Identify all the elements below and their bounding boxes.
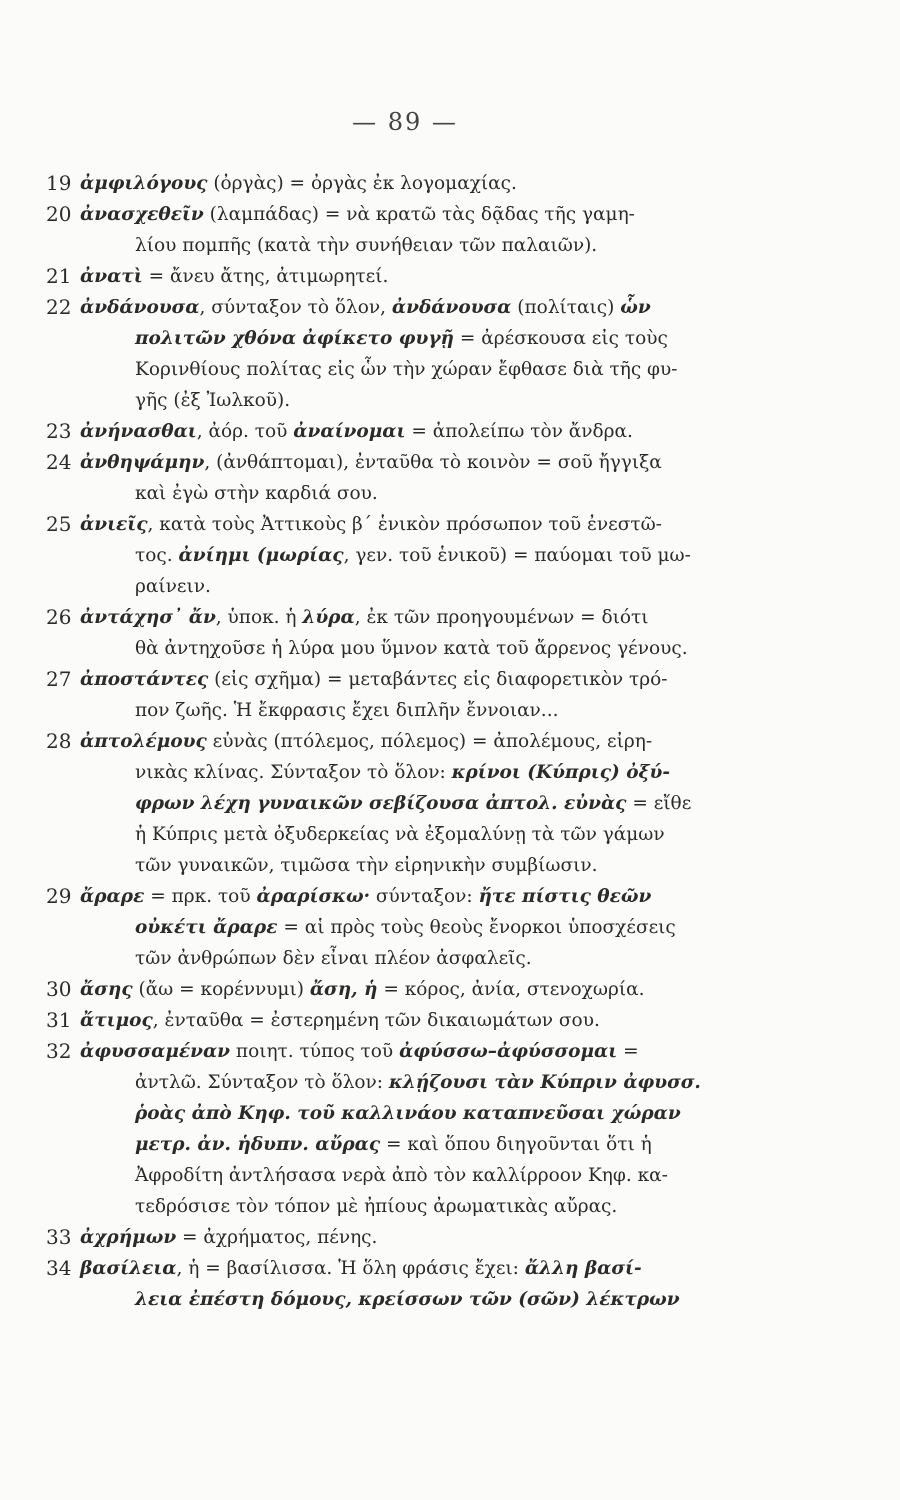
gloss-text: ἀντλῶ. Σύνταξον τὸ ὅλον: bbox=[135, 1072, 389, 1093]
gloss-text: ραίνειν. bbox=[135, 576, 211, 597]
gloss-text: = ἄνευ ἄτης, ἀτιμωρητεί. bbox=[142, 266, 389, 287]
headword-text: ἀνασχεθεῖν bbox=[80, 204, 204, 225]
note-entry bbox=[46, 1222, 822, 1253]
gloss-text: θὰ ἀντηχοῦσε ἡ λύρα μου ὕμνον κατὰ τοῦ ἄρρενος γένους. bbox=[135, 638, 688, 659]
note-number: 30 bbox=[46, 977, 72, 1001]
gloss-text: Κορινθίους πολίτας εἰς ὧν τὴν χώραν ἔφθασε διὰ τῆς φυ- bbox=[135, 359, 678, 380]
note-line bbox=[80, 974, 822, 1005]
gloss-text: , γεν. τοῦ ἑνικοῦ) = παύομαι τοῦ μω- bbox=[343, 545, 691, 566]
note-number: 23 bbox=[46, 419, 72, 443]
headword-text: ἄτιμος bbox=[80, 1010, 153, 1031]
headword-text: φρων λέχη γυναικῶν σεβίζουσα ἀπτολ. εὐνὰς bbox=[135, 793, 627, 814]
gloss-text: = αἱ πρὸς τοὺς θεοὺς ἔνορκοι ὑποσχέσεις bbox=[277, 917, 676, 938]
note-line bbox=[80, 571, 822, 602]
note-line bbox=[80, 819, 822, 850]
note-line bbox=[80, 168, 822, 199]
note-entry bbox=[46, 1005, 822, 1036]
note-line bbox=[80, 323, 822, 354]
note-entry bbox=[46, 602, 822, 664]
note-number: 20 bbox=[46, 202, 72, 226]
gloss-text: , ἡ = βασίλισσα. Ἡ ὅλη φράσις ἔχει: bbox=[176, 1258, 525, 1279]
headword-text: ἄσης bbox=[80, 979, 133, 1000]
headword-text: πολιτῶν χθόνα ἀφίκετο φυγῇ bbox=[135, 328, 455, 349]
note-line bbox=[80, 1005, 822, 1036]
note-line bbox=[80, 912, 822, 943]
headword-text: ἀντάχησ᾽ ἄν bbox=[80, 607, 216, 628]
headword-text: ἀραρίσκω· bbox=[256, 886, 371, 907]
note-entry bbox=[46, 509, 822, 602]
gloss-text: ἡ Κύπρις μετὰ ὀξυδερκείας νὰ ἐξομαλύνῃ τὰ τῶν γάμων bbox=[135, 824, 665, 845]
gloss-text: = καὶ ὅπου διηγοῦνται ὅτι ἡ bbox=[380, 1134, 652, 1155]
note-entry bbox=[46, 261, 822, 292]
note-line bbox=[80, 1191, 822, 1222]
note-number: 28 bbox=[46, 729, 72, 753]
note-number: 26 bbox=[46, 605, 72, 629]
headword-text: ἀνατὶ bbox=[80, 266, 143, 287]
gloss-text: = ἀρέσκουσα εἰς τοὺς bbox=[454, 328, 668, 349]
headword-text: ὧν bbox=[620, 297, 651, 318]
note-line bbox=[80, 602, 822, 633]
note-line bbox=[80, 1129, 822, 1160]
headword-text: ἀχρήμων bbox=[80, 1227, 177, 1248]
gloss-text: Ἀφροδίτη ἀντλήσασα νερὰ ἀπὸ τὸν καλλίρροον Κηφ. κα- bbox=[135, 1165, 668, 1186]
note-line bbox=[80, 943, 822, 974]
headword-text: ἀνθηψάμην bbox=[80, 452, 205, 473]
gloss-text: εὐνὰς (πτόλεμος, πόλεμος) = ἀπολέμους, εἰρη- bbox=[206, 731, 653, 752]
note-number: 24 bbox=[46, 450, 72, 474]
note-line bbox=[80, 850, 822, 881]
page-number: — 89 — bbox=[352, 108, 458, 136]
gloss-text: = ἀπολείπω τὸν ἄνδρα. bbox=[405, 421, 633, 442]
note-entry bbox=[46, 1253, 822, 1315]
gloss-text: ποιητ. τύπος τοῦ bbox=[230, 1041, 400, 1062]
gloss-text: , κατὰ τοὺς Ἀττικοὺς β´ ἑνικὸν πρόσωπον τοῦ ἐνεστῶ- bbox=[147, 514, 662, 535]
gloss-text: , ὑποκ. ἡ bbox=[215, 607, 303, 628]
headword-text: κλῄζουσι τὰν Κύπριν ἀφυσσ. bbox=[388, 1072, 701, 1093]
gloss-text: = ἀχρήματος, πένης. bbox=[176, 1227, 378, 1248]
headword-text: ἀποστάντες bbox=[80, 669, 209, 690]
note-line bbox=[80, 664, 822, 695]
note-entry bbox=[46, 881, 822, 974]
note-line bbox=[80, 292, 822, 323]
note-line bbox=[80, 757, 822, 788]
note-entry bbox=[46, 974, 822, 1005]
gloss-text: (ἄω = κορέννυμι) bbox=[132, 979, 310, 1000]
headword-text: ἄση, ἡ bbox=[309, 979, 378, 1000]
headword-text: οὐκέτι ἄραρε bbox=[135, 917, 278, 938]
headword-text: λύρα bbox=[302, 607, 355, 628]
note-number: 25 bbox=[46, 512, 72, 536]
glossary-notes bbox=[46, 168, 822, 1315]
note-number: 22 bbox=[46, 295, 72, 319]
gloss-text: , (ἀνθάπτομαι), ἐνταῦθα τὸ κοινὸν = σοῦ ἤγγιξα bbox=[204, 452, 662, 473]
note-entry bbox=[46, 168, 822, 199]
headword-text: ἀναίνομαι bbox=[293, 421, 406, 442]
note-number: 31 bbox=[46, 1008, 72, 1032]
note-line bbox=[80, 230, 822, 261]
headword-text: ἀνιεῖς bbox=[80, 514, 148, 535]
note-line bbox=[80, 478, 822, 509]
headword-text: βασίλεια bbox=[80, 1258, 177, 1279]
headword-text: ἀνίημι (μωρίας bbox=[178, 545, 344, 566]
note-line bbox=[80, 1160, 822, 1191]
note-line bbox=[80, 881, 822, 912]
gloss-text: τῶν γυναικῶν, τιμῶσα τὴν εἰρηνικὴν συμβίωσιν. bbox=[135, 855, 598, 876]
note-line bbox=[80, 509, 822, 540]
headword-text: ἄλλη βασί- bbox=[524, 1258, 642, 1279]
note-number: 34 bbox=[46, 1256, 72, 1280]
headword-text: ῥοὰς ἀπὸ Κηφ. τοῦ καλλινάου καταπνεῦσαι χώραν bbox=[135, 1103, 681, 1124]
note-line bbox=[80, 1098, 822, 1129]
note-number: 19 bbox=[46, 171, 72, 195]
gloss-text: γῆς (ἐξ Ἰωλκοῦ). bbox=[135, 390, 291, 411]
note-line bbox=[80, 354, 822, 385]
note-line bbox=[80, 416, 822, 447]
note-line bbox=[80, 1067, 822, 1098]
note-line bbox=[80, 540, 822, 571]
note-entry bbox=[46, 199, 822, 261]
headword-text: ἀνήνασθαι bbox=[80, 421, 197, 442]
headword-text: ἀμφιλόγους bbox=[80, 173, 208, 194]
headword-text: ἀφύσσω–ἀφύσσομαι bbox=[399, 1041, 618, 1062]
headword-text: ἀφυσσαμέναν bbox=[80, 1041, 231, 1062]
gloss-text: λίου πομπῆς (κατὰ τὴν συνήθειαν τῶν παλαιῶν). bbox=[135, 235, 598, 256]
note-entry bbox=[46, 292, 822, 416]
note-entry bbox=[46, 416, 822, 447]
note-entry bbox=[46, 664, 822, 726]
headword-text: μετρ. ἀν. ἡδυπν. αὔρας bbox=[135, 1134, 381, 1155]
headword-text: λεια ἐπέστη δόμους, κρείσσων τῶν (σῶν) λέκτρων bbox=[135, 1289, 680, 1310]
headword-text: ἄραρε bbox=[80, 886, 145, 907]
note-number: 27 bbox=[46, 667, 72, 691]
note-line bbox=[80, 1284, 822, 1315]
gloss-text: , ἐκ τῶν προηγουμένων = διότι bbox=[354, 607, 649, 628]
gloss-text: τος. bbox=[135, 545, 179, 566]
gloss-text: τεδρόσισε τὸν τόπον μὲ ἠπίους ἀρωματικὰς αὔρας. bbox=[135, 1196, 618, 1217]
note-line bbox=[80, 695, 822, 726]
gloss-text: (λαμπάδας) = νὰ κρατῶ τὰς δᾷδας τῆς γαμη- bbox=[203, 204, 635, 225]
gloss-text: τῶν ἀνθρώπων δὲν εἶναι πλέον ἀσφαλεῖς. bbox=[135, 948, 532, 969]
gloss-text: καὶ ἐγὼ στὴν καρδιά σου. bbox=[135, 483, 378, 504]
headword-text: ἀνδάνουσα bbox=[391, 297, 512, 318]
note-line bbox=[80, 385, 822, 416]
headword-text: ἤτε πίστις θεῶν bbox=[478, 886, 652, 907]
note-number: 33 bbox=[46, 1225, 72, 1249]
gloss-text: σύνταξον: bbox=[370, 886, 479, 907]
note-entry bbox=[46, 447, 822, 509]
note-line bbox=[80, 1253, 822, 1284]
gloss-text: (ὀργὰς) = ὀργὰς ἐκ λογομαχίας. bbox=[207, 173, 517, 194]
headword-text: ἀνδάνουσα bbox=[80, 297, 200, 318]
gloss-text: πον ζωῆς. Ἡ ἔκφρασις ἔχει διπλῆν ἔννοιαν... bbox=[135, 700, 559, 721]
gloss-text: , ἀόρ. τοῦ bbox=[196, 421, 294, 442]
note-number: 29 bbox=[46, 884, 72, 908]
note-entry bbox=[46, 1036, 822, 1222]
note-line bbox=[80, 199, 822, 230]
gloss-text: = κόρος, ἀνία, στενοχωρία. bbox=[377, 979, 645, 1000]
note-number: 21 bbox=[46, 264, 72, 288]
note-number: 32 bbox=[46, 1039, 72, 1063]
note-line bbox=[80, 726, 822, 757]
note-line bbox=[80, 788, 822, 819]
note-line bbox=[80, 1222, 822, 1253]
gloss-text: νικὰς κλίνας. Σύνταξον τὸ ὅλον: bbox=[135, 762, 452, 783]
note-line bbox=[80, 633, 822, 664]
gloss-text: = εἴθε bbox=[626, 793, 692, 814]
headword-text: κρίνοι (Κύπρις) ὀξύ- bbox=[451, 762, 671, 783]
headword-text: ἀπτολέμους bbox=[80, 731, 207, 752]
gloss-text: = πρκ. τοῦ bbox=[144, 886, 257, 907]
note-line bbox=[80, 261, 822, 292]
note-line bbox=[80, 447, 822, 478]
gloss-text: , σύνταξον τὸ ὅλον, bbox=[199, 297, 392, 318]
note-line bbox=[80, 1036, 822, 1067]
gloss-text: (πολίταις) bbox=[511, 297, 621, 318]
gloss-text: (εἰς σχῆμα) = μεταβάντες εἰς διαφορετικὸν τρό- bbox=[208, 669, 668, 690]
note-entry bbox=[46, 726, 822, 881]
gloss-text: = bbox=[617, 1041, 639, 1062]
gloss-text: , ἐνταῦθα = ἐστερημένη τῶν δικαιωμάτων σου. bbox=[152, 1010, 600, 1031]
